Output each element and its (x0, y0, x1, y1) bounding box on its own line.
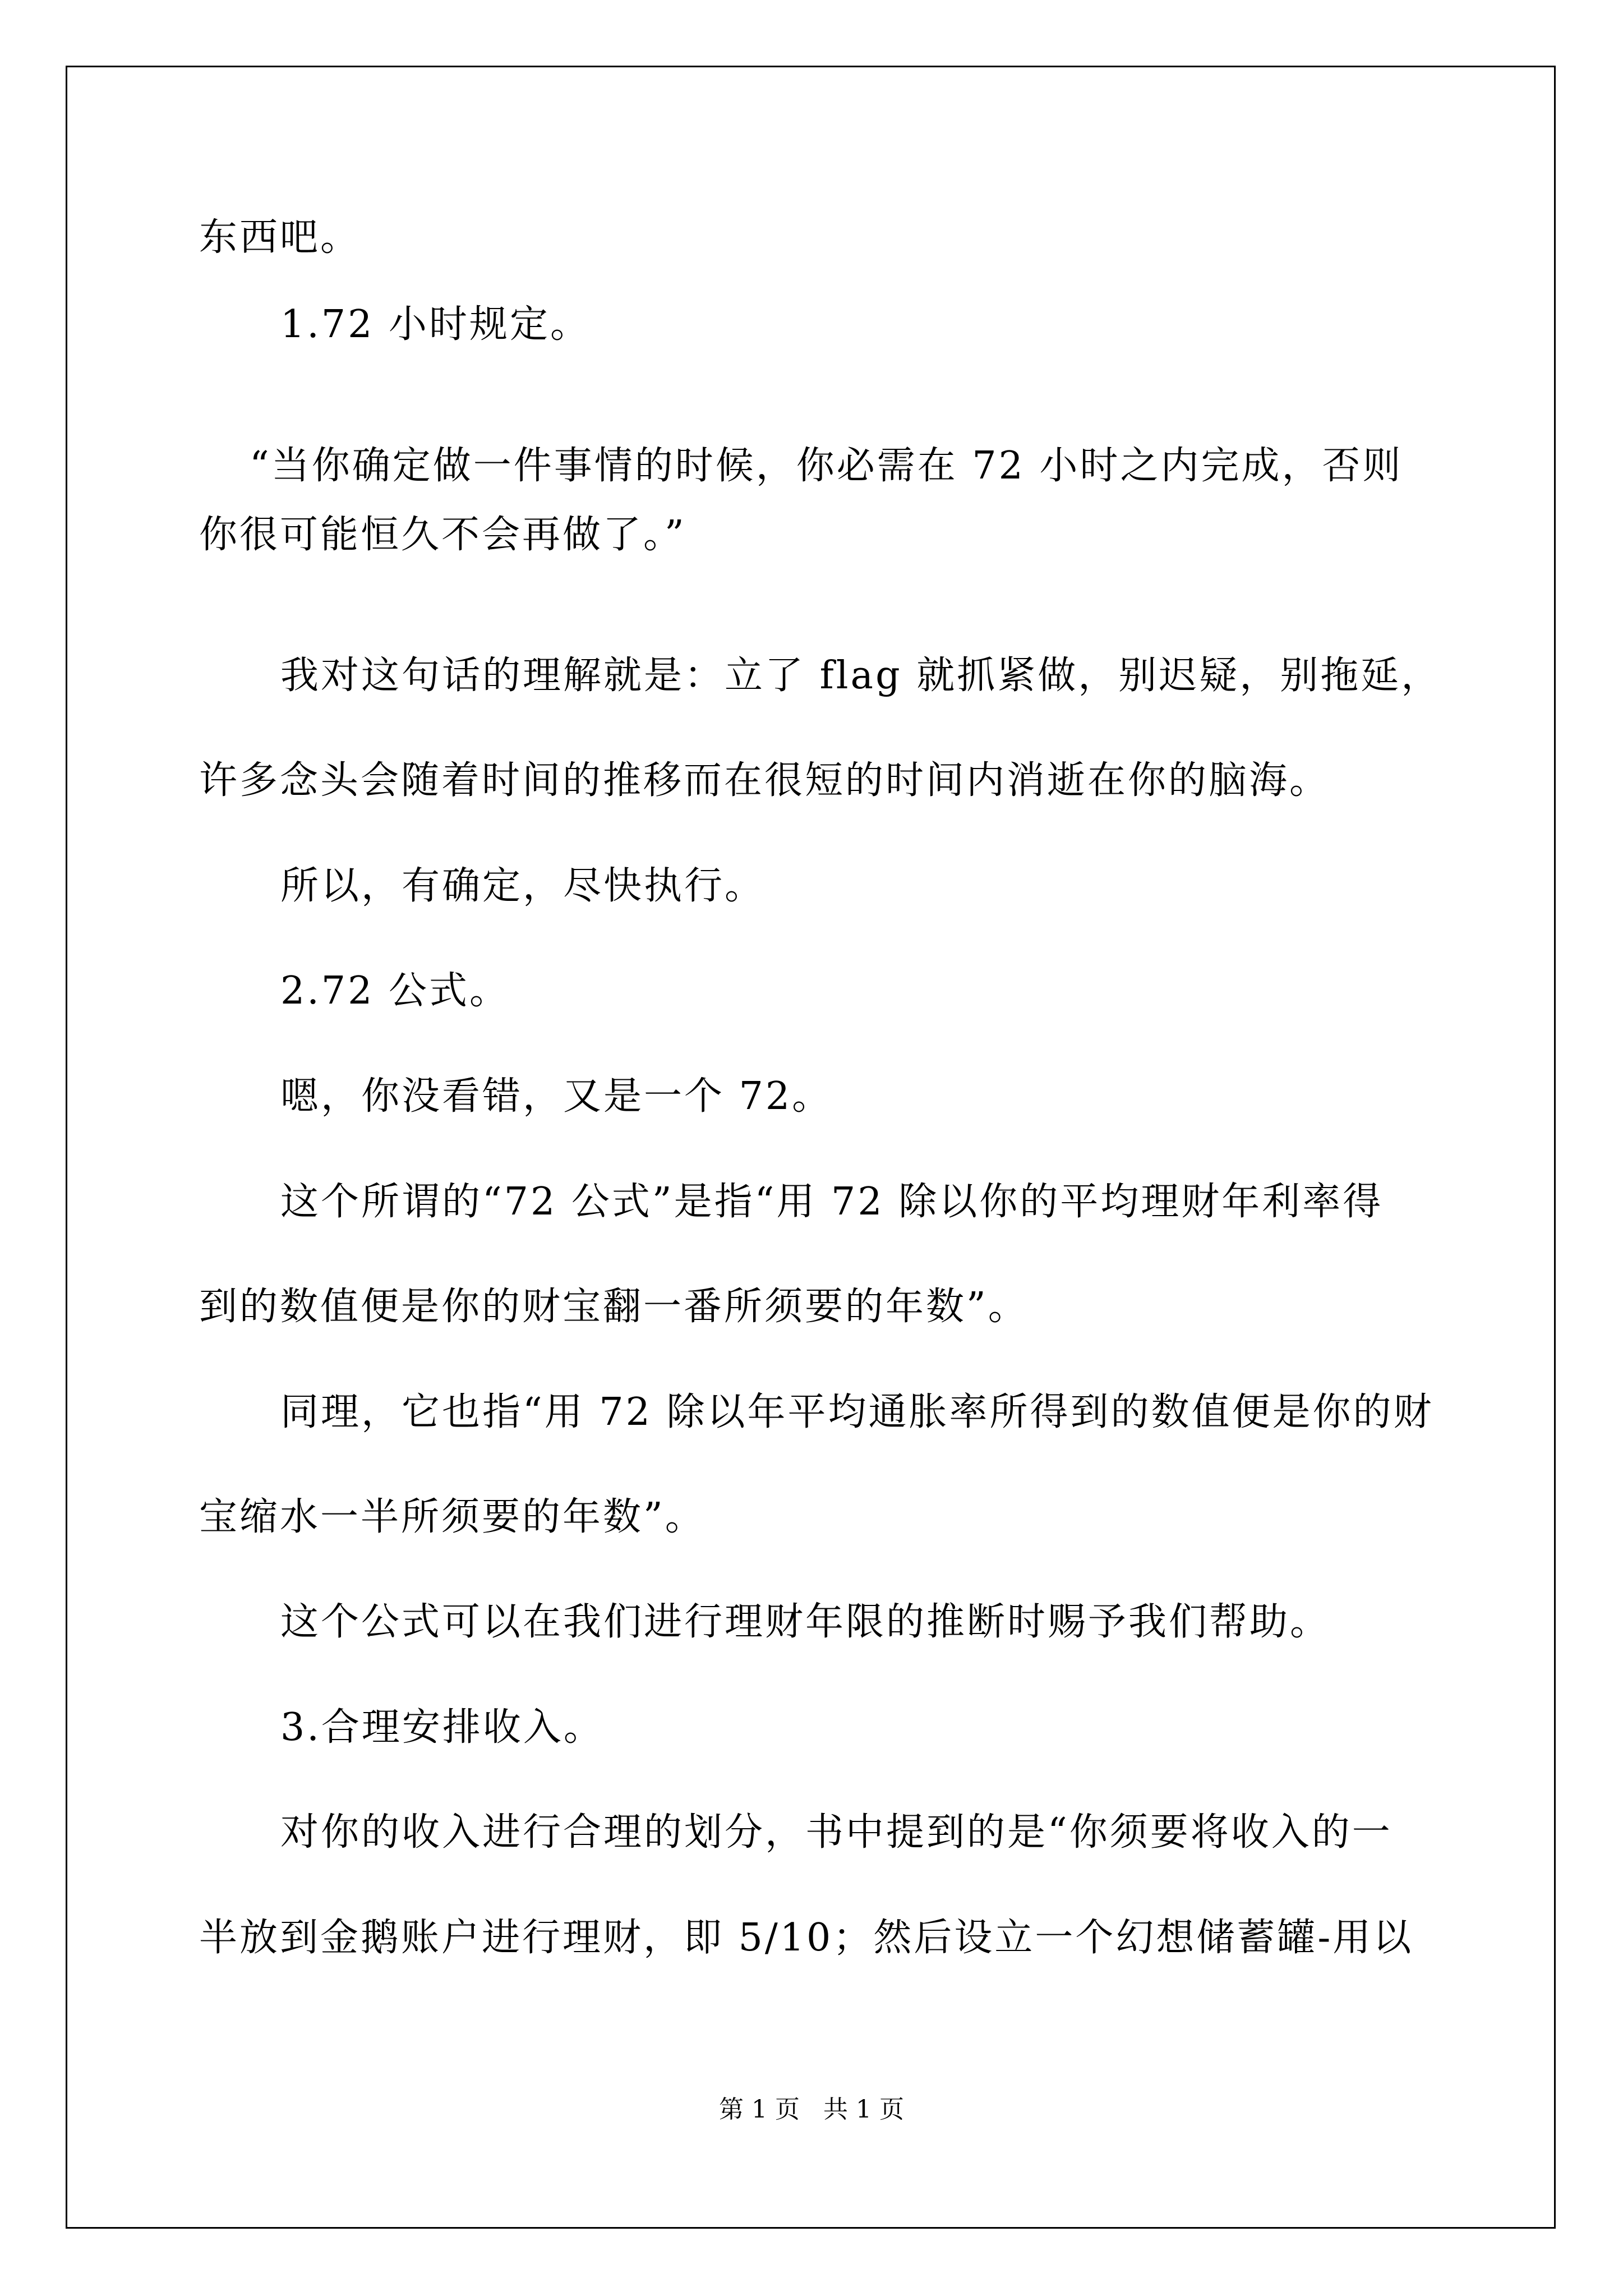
text-line-3: “当你确定做一件事情的时候，你必需在 72 小时之内完成，否则 (250, 444, 1403, 488)
text-line-17: 半放到金鹅账户进行理财，即 5/10；然后设立一个幻想储蓄罐-用以 (199, 1916, 1414, 1960)
text-line-7: 所以，有确定，尽快执行。 (280, 864, 766, 908)
text-line-10: 这个所谓的“72 公式”是指“用 72 除以你的平均理财年利率得 (280, 1180, 1384, 1224)
text-line-12: 同理，它也指“用 72 除以年平均通胀率所得到的数值便是你的财 (280, 1390, 1434, 1434)
text-line-6: 许多念头会随着时间的推移而在很短的时间内消逝在你的脑海。 (199, 758, 1330, 803)
text-line-5: 我对这句话的理解就是：立了 flag 就抓紧做，别迟疑，别拖延， (280, 654, 1442, 698)
text-line-13: 宝缩水一半所须要的年数”。 (199, 1495, 706, 1539)
page-number-footer: 第 1 页 共 1 页 (719, 2095, 904, 2124)
text-line-11: 到的数值便是你的财宝翻一番所须要的年数”。 (199, 1285, 1029, 1329)
text-line-1: 东西吧。 (199, 215, 361, 260)
text-line-14: 这个公式可以在我们进行理财年限的推断时赐予我们帮助。 (280, 1600, 1331, 1644)
page-border (66, 66, 1556, 2229)
text-line-16: 对你的收入进行合理的划分，书中提到的是“你须要将收入的一 (280, 1810, 1393, 1855)
heading-arrange-income: 3.合理安排收入。 (280, 1705, 604, 1750)
text-line-9: 嗯，你没看错，又是一个 72。 (280, 1074, 833, 1119)
text-line-4: 你很可能恒久不会再做了。” (199, 513, 686, 557)
heading-72-hour-rule: 1.72 小时规定。 (280, 302, 591, 347)
heading-72-formula: 2.72 公式。 (280, 969, 510, 1013)
